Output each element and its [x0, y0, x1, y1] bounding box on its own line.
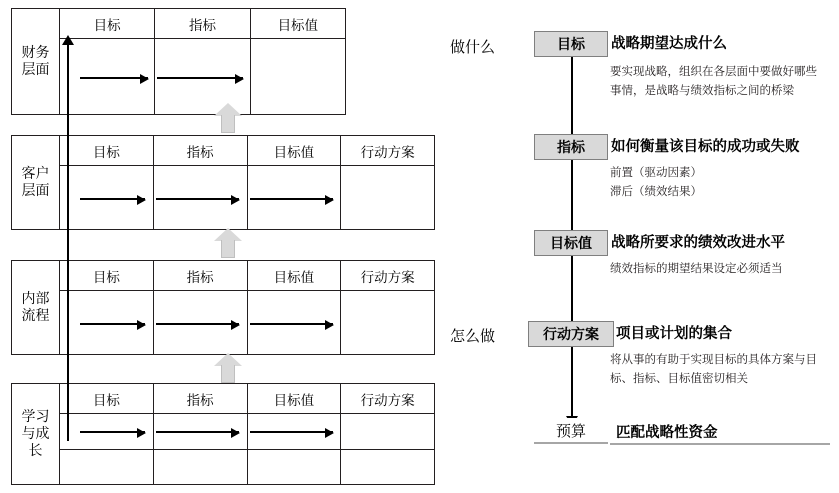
column-header-measure: 指标 [155, 9, 250, 38]
cell-objective [60, 39, 155, 114]
flow-arrow [80, 198, 145, 200]
column-header-objective: 目标 [60, 384, 154, 413]
node-box-objective: 目标 [534, 31, 608, 57]
column-header-objective: 目标 [60, 136, 154, 165]
side-label-how: 怎么做 [450, 327, 496, 345]
column-header-initiative: 行动方案 [360, 144, 415, 161]
node-title-initiative: 项目或计划的集合 [616, 326, 732, 342]
perspective-label-text: 内部 流程 [21, 290, 50, 324]
flow-arrow [156, 323, 239, 325]
node-box-budget: 预算 [534, 418, 608, 444]
cell-target [251, 39, 345, 114]
cell-initiative [341, 414, 434, 449]
perspective-label-customer [12, 136, 60, 229]
cell-measure [154, 291, 248, 354]
side-label-what: 做什么 [450, 38, 496, 56]
grey-up-arrow-3 [214, 353, 242, 383]
cell-target [248, 291, 342, 354]
column-header-target: 目标值 [248, 136, 342, 165]
cell-initiative [341, 166, 434, 229]
node-box-initiative: 行动方案 [528, 321, 614, 347]
cell-measure [154, 414, 248, 449]
column-header-target: 目标值 [277, 17, 319, 34]
perspective-label-text: 学习 与成 长 [21, 408, 50, 459]
node-title-measure: 如何衡量该目标的成功或失败 [611, 139, 800, 155]
node-title-objective: 战略期望达成什么 [611, 36, 727, 52]
cell-objective [60, 414, 154, 449]
budget-underline [610, 443, 830, 445]
perspective-block-financial [11, 8, 346, 115]
flow-arrow [156, 431, 239, 433]
vertical-linkage-arrow [67, 44, 69, 441]
table-header-row [60, 261, 434, 291]
flow-arrow [80, 77, 148, 79]
table-header-row [60, 384, 434, 414]
column-header-target: 目标值 [248, 384, 342, 413]
table-header-row [60, 9, 345, 39]
flow-arrow [250, 198, 333, 200]
cell-target [248, 414, 342, 449]
perspective-label-text: 客户 层面 [21, 165, 50, 199]
grey-up-arrow-1 [214, 103, 242, 133]
table-body-row [60, 39, 345, 114]
column-header-initiative: 行动方案 [360, 269, 415, 286]
cell-target [248, 166, 342, 229]
node-title-budget: 匹配战略性资金 [616, 425, 718, 441]
flow-arrow [157, 77, 243, 79]
cell-target-empty [248, 450, 342, 485]
perspective-block-learning-growth [11, 383, 435, 485]
node-box-measure: 指标 [534, 134, 608, 160]
perspective-label-financial [12, 9, 60, 114]
column-header-target: 目标值 [248, 261, 342, 290]
flow-arrow [250, 323, 333, 325]
connector-initiative-to-budget [571, 347, 573, 417]
perspective-label-learning-growth [12, 384, 60, 484]
cell-measure-empty [154, 450, 248, 485]
column-header-initiative: 行动方案 [360, 392, 415, 409]
connector-measure-to-target [571, 160, 573, 231]
flow-arrow [250, 431, 333, 433]
column-header-measure: 指标 [154, 261, 248, 290]
node-desc-target: 绩效指标的期望结果设定必须适当 [610, 261, 783, 275]
cell-measure [154, 166, 248, 229]
flow-arrow [80, 323, 145, 325]
table-body-row [60, 414, 434, 450]
table-body-row-empty [60, 450, 434, 485]
column-header-objective: 目标 [60, 9, 155, 38]
cell-objective [60, 166, 154, 229]
connector-objective-to-measure [571, 57, 573, 135]
column-header-measure: 指标 [154, 136, 248, 165]
flow-arrow [156, 198, 239, 200]
arrow-stem [221, 365, 235, 383]
table-body-row [60, 166, 434, 229]
arrow-stem [221, 115, 235, 133]
table-header-row [60, 136, 434, 166]
cell-initiative-empty [341, 450, 434, 485]
perspective-block-customer [11, 135, 435, 230]
perspective-label-text: 财务 层面 [21, 44, 50, 78]
node-desc-measure: 前置（驱动因素） 滞后（绩效结果） [610, 165, 702, 198]
node-title-target: 战略所要求的绩效改进水平 [611, 235, 785, 251]
column-header-objective: 目标 [60, 261, 154, 290]
node-box-target: 目标值 [534, 230, 608, 256]
perspective-block-internal-process [11, 260, 435, 355]
node-desc-initiative: 将从事的有助于实现目标的具体方案与目标、指标、目标值密切相关 [610, 352, 817, 385]
table-body-row [60, 291, 434, 354]
cell-objective [60, 291, 154, 354]
perspective-label-internal-process [12, 261, 60, 354]
flow-arrow [80, 431, 145, 433]
column-header-measure: 指标 [154, 384, 248, 413]
cell-initiative [341, 291, 434, 354]
node-desc-objective: 要实现战略，组织在各层面中要做好哪些事情，是战略与绩效指标之间的桥梁 [610, 64, 817, 97]
cell-objective-empty [60, 450, 154, 485]
definition-chain-panel [450, 0, 839, 493]
arrow-stem [221, 240, 235, 258]
connector-target-to-initiative [571, 256, 573, 322]
grey-up-arrow-2 [214, 228, 242, 258]
